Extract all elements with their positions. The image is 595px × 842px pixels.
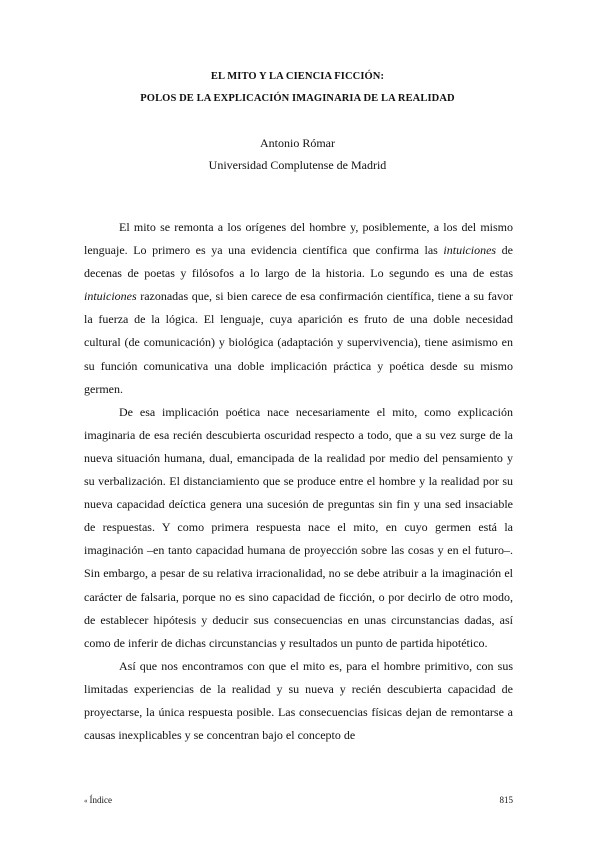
paragraph-1-text-c: razonadas que, si bien carece de esa confirmación científica, tiene a su favor la fuerza de la lógica. El lenguaje, cuya aparición es fruto de una doble necesidad cultural (de comunicación) y biológica (adaptación y supervivencia), tiene asimismo en su función comunicativa una doble implicación práctica y poética desde su mismo germen. xyxy=(84,289,513,396)
paragraph-1-text-a: El mito se remonta a los orígenes del hombre y, posiblemente, a los del mismo lenguaje. Lo primero es ya una evidencia científica que confirma las xyxy=(84,220,513,258)
back-arrow-icon: « xyxy=(84,797,88,805)
paragraph-3: Así que nos encontramos con que el mito es, para el hombre primitivo, con sus limitadas experiencias de la realidad y su nueva y recién descubierta capacidad de proyectarse, la única respuesta posible. Las consecuencias físicas dejan de remontarse a causas inexplicables y se concentran bajo el concepto de xyxy=(84,658,513,743)
paragraph-1 xyxy=(84,216,513,401)
body-text xyxy=(84,216,513,747)
author-affiliation: Universidad Complutense de Madrid xyxy=(208,158,387,172)
index-link[interactable] xyxy=(84,795,112,805)
title-line-2: POLOS DE LA EXPLICACIÓN IMAGINARIA DE LA REALIDAD xyxy=(140,93,455,104)
paragraph-1-emphasis-1: intuiciones xyxy=(443,243,497,258)
paragraph-1-text-b: de decenas de poetas y filósofos a lo largo de la historia. Lo segundo es una de estas xyxy=(84,243,513,281)
index-link-label: Índice xyxy=(89,795,112,805)
paragraph-2: De esa implicación poética nace necesariamente el mito, como explicación imaginaria de esa recién descubierta oscuridad respecto a todo, que a su vez surge de la nueva situación humana, dual, emancipada de la realidad por medio del pensamiento y su verbalización. El distanciamiento que se produce entre el hombre y la realidad por su nueva capacidad deíctica genera una sucesión de preguntas sin fin y una sed insaciable de respuestas. Y como primera respuesta nace el mito, en cuyo germen está la imaginación –en tanto capacidad humana de proyección sobre las cosas y en el futuro–. Sin embargo, a pesar de su relativa irracionalidad, no se debe atribuir a la imaginación el carácter de falsaria, porque no es sino capacidad de ficción, o por decirlo de otro modo, de establecer hipótesis y deducir sus consecuencias en unas circunstancias dadas, así como de inferir de dichas circunstancias y resultados un punto de partida hipotético. xyxy=(84,404,513,650)
title-line-1: EL MITO Y LA CIENCIA FICCIÓN: xyxy=(210,71,385,82)
paragraph-1-emphasis-2: intuiciones xyxy=(84,289,137,304)
author-name: Antonio Rómar xyxy=(260,136,335,150)
page-number: 815 xyxy=(499,795,513,805)
